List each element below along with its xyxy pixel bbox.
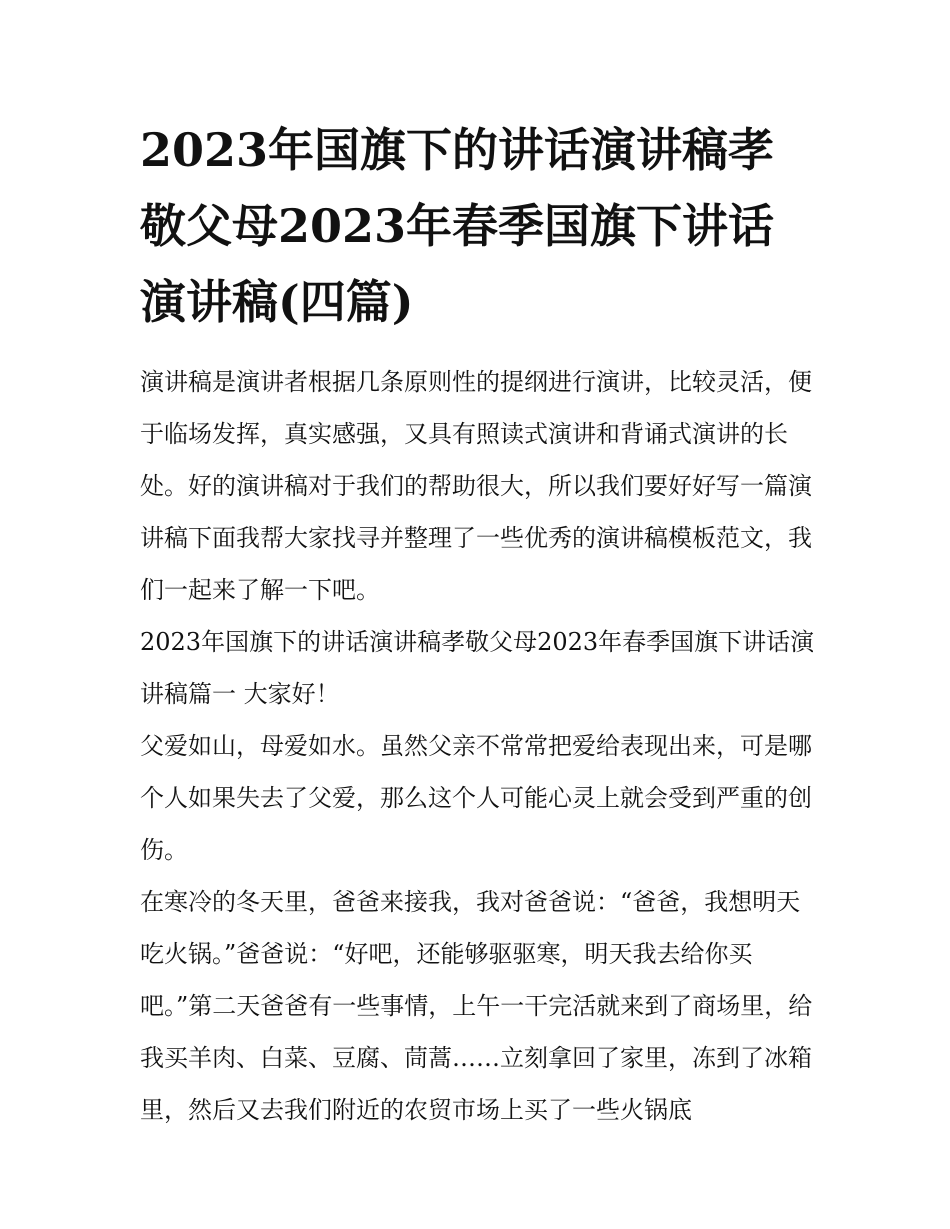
- paragraph-speech-heading: 2023年国旗下的讲话演讲稿孝敬父母2023年春季国旗下讲话演讲稿篇一 大家好！: [140, 628, 815, 708]
- document-body: [140, 356, 820, 1136]
- paragraph-father-love: 父爱如山，母爱如水。虽然父亲不常常把爱给表现出来，可是哪个人如果失去了父爱，那么这个人可能心灵上就会受到严重的创伤。: [140, 732, 812, 864]
- paragraph-winter-story: 在寒冷的冬天里，爸爸来接我，我对爸爸说：“爸爸，我想明天吃火锅。”爸爸说：“好吧，还能够驱驱寒，明天我去给你买吧。”第二天爸爸有一些事情，上午一干完活就来到了商场里，给我买羊肉、白菜、豆腐、茼蒿……立刻拿回了家里，冻到了冰箱里，然后又去我们附近的农贸市场上买了一些火锅底: [140, 888, 813, 1124]
- paragraph-intro: 演讲稿是演讲者根据几条原则性的提纲进行演讲，比较灵活，便于临场发挥，真实感强，又具有照读式演讲和背诵式演讲的长处。好的演讲稿对于我们的帮助很大，所以我们要好好写一篇演讲稿下面我帮大家找寻并整理了一些优秀的演讲稿模板范文，我们一起来了解一下吧。: [140, 368, 812, 604]
- document-title: 2023年国旗下的讲话演讲稿孝敬父母2023年春季国旗下讲话演讲稿(四篇): [140, 123, 775, 329]
- document-page: [140, 112, 820, 1136]
